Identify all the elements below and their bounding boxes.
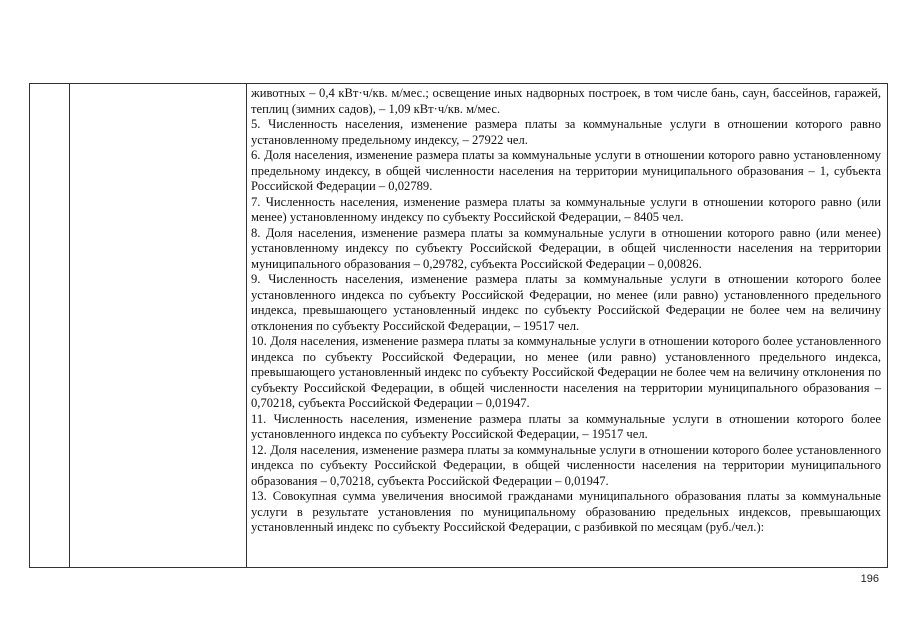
page-number: 196	[860, 573, 879, 585]
paragraph: 5. Численность населения, изменение размера платы за коммунальные услуги в отношении которого равно установленному предельному индексу, – 27922 чел.	[251, 117, 881, 147]
content-text	[247, 84, 887, 567]
table-cell-name	[70, 84, 247, 568]
paragraph: 7. Численность населения, изменение размера платы за коммунальные услуги в отношении которого равно (или менее) установленному индексу по субъекту Российской Федерации, – 8405 чел.	[251, 194, 881, 224]
document-table	[29, 83, 888, 568]
table-cell-number	[30, 84, 70, 568]
paragraph: 11. Численность населения, изменение размера платы за коммунальные услуги в отношении которого более установленного индекса по субъекту Российской Федерации, – 19517 чел.	[251, 411, 881, 441]
paragraph: 13. Совокупная сумма увеличения вносимой гражданами муниципального образования платы за коммунальные услуги в результате установления по муниципальному образованию предельных индексов, превышающих установленный индекс по субъекту Российской Федерации, с разбивкой по месяцам (руб./чел.):	[251, 489, 881, 534]
paragraph: животных – 0,4 кВт·ч/кв. м/мес.; освещение иных надворных построек, в том числе бань, саун, бассейнов, гаражей, теплиц (зимних садов), – 1,09 кВт·ч/кв. м/мес.	[251, 86, 881, 116]
table-row	[30, 84, 888, 568]
paragraph: 9. Численность населения, изменение размера платы за коммунальные услуги в отношении которого более установленного индекса по субъекту Российской Федерации, но менее (или равно) установленного предельного индекса, превышающего установленный индекс по субъекту Российской Федерации не более чем на величину отклонения по субъекту Российской Федерации, – 19517 чел.	[251, 272, 881, 333]
paragraph: 12. Доля населения, изменение размера платы за коммунальные услуги в отношении которого более установленного индекса по субъекту Российской Федерации, в общей численности населения на территории муниципального образования – 0,70218, субъекта Российской Федерации – 0,01947.	[251, 442, 881, 488]
paragraph: 10. Доля населения, изменение размера платы за коммунальные услуги в отношении которого более установленного индекса по субъекту Российской Федерации, но менее (или равно) установленного предельного индекса, превышающего установленный индекс по субъекту Российской Федерации не более чем на величину отклонения по субъекту Российской Федерации, в общей численности населения на территории муниципального образования – 0,70218, субъекта Российской Федерации – 0,01947.	[251, 334, 881, 410]
paragraph: 6. Доля населения, изменение размера платы за коммунальные услуги в отношении которого равно установленному предельному индексу, в общей численности населения на территории муниципального образования – 1, субъекта Российской Федерации – 0,02789.	[251, 148, 881, 193]
table-cell-content	[247, 84, 888, 568]
paragraph: 8. Доля населения, изменение размера платы за коммунальные услуги в отношении которого равно (или менее) установленному индексу по субъекту Российской Федерации, в общей численности населения на территории муниципального образования – 0,29782, субъекта Российской Федерации – 0,00826.	[251, 225, 881, 271]
